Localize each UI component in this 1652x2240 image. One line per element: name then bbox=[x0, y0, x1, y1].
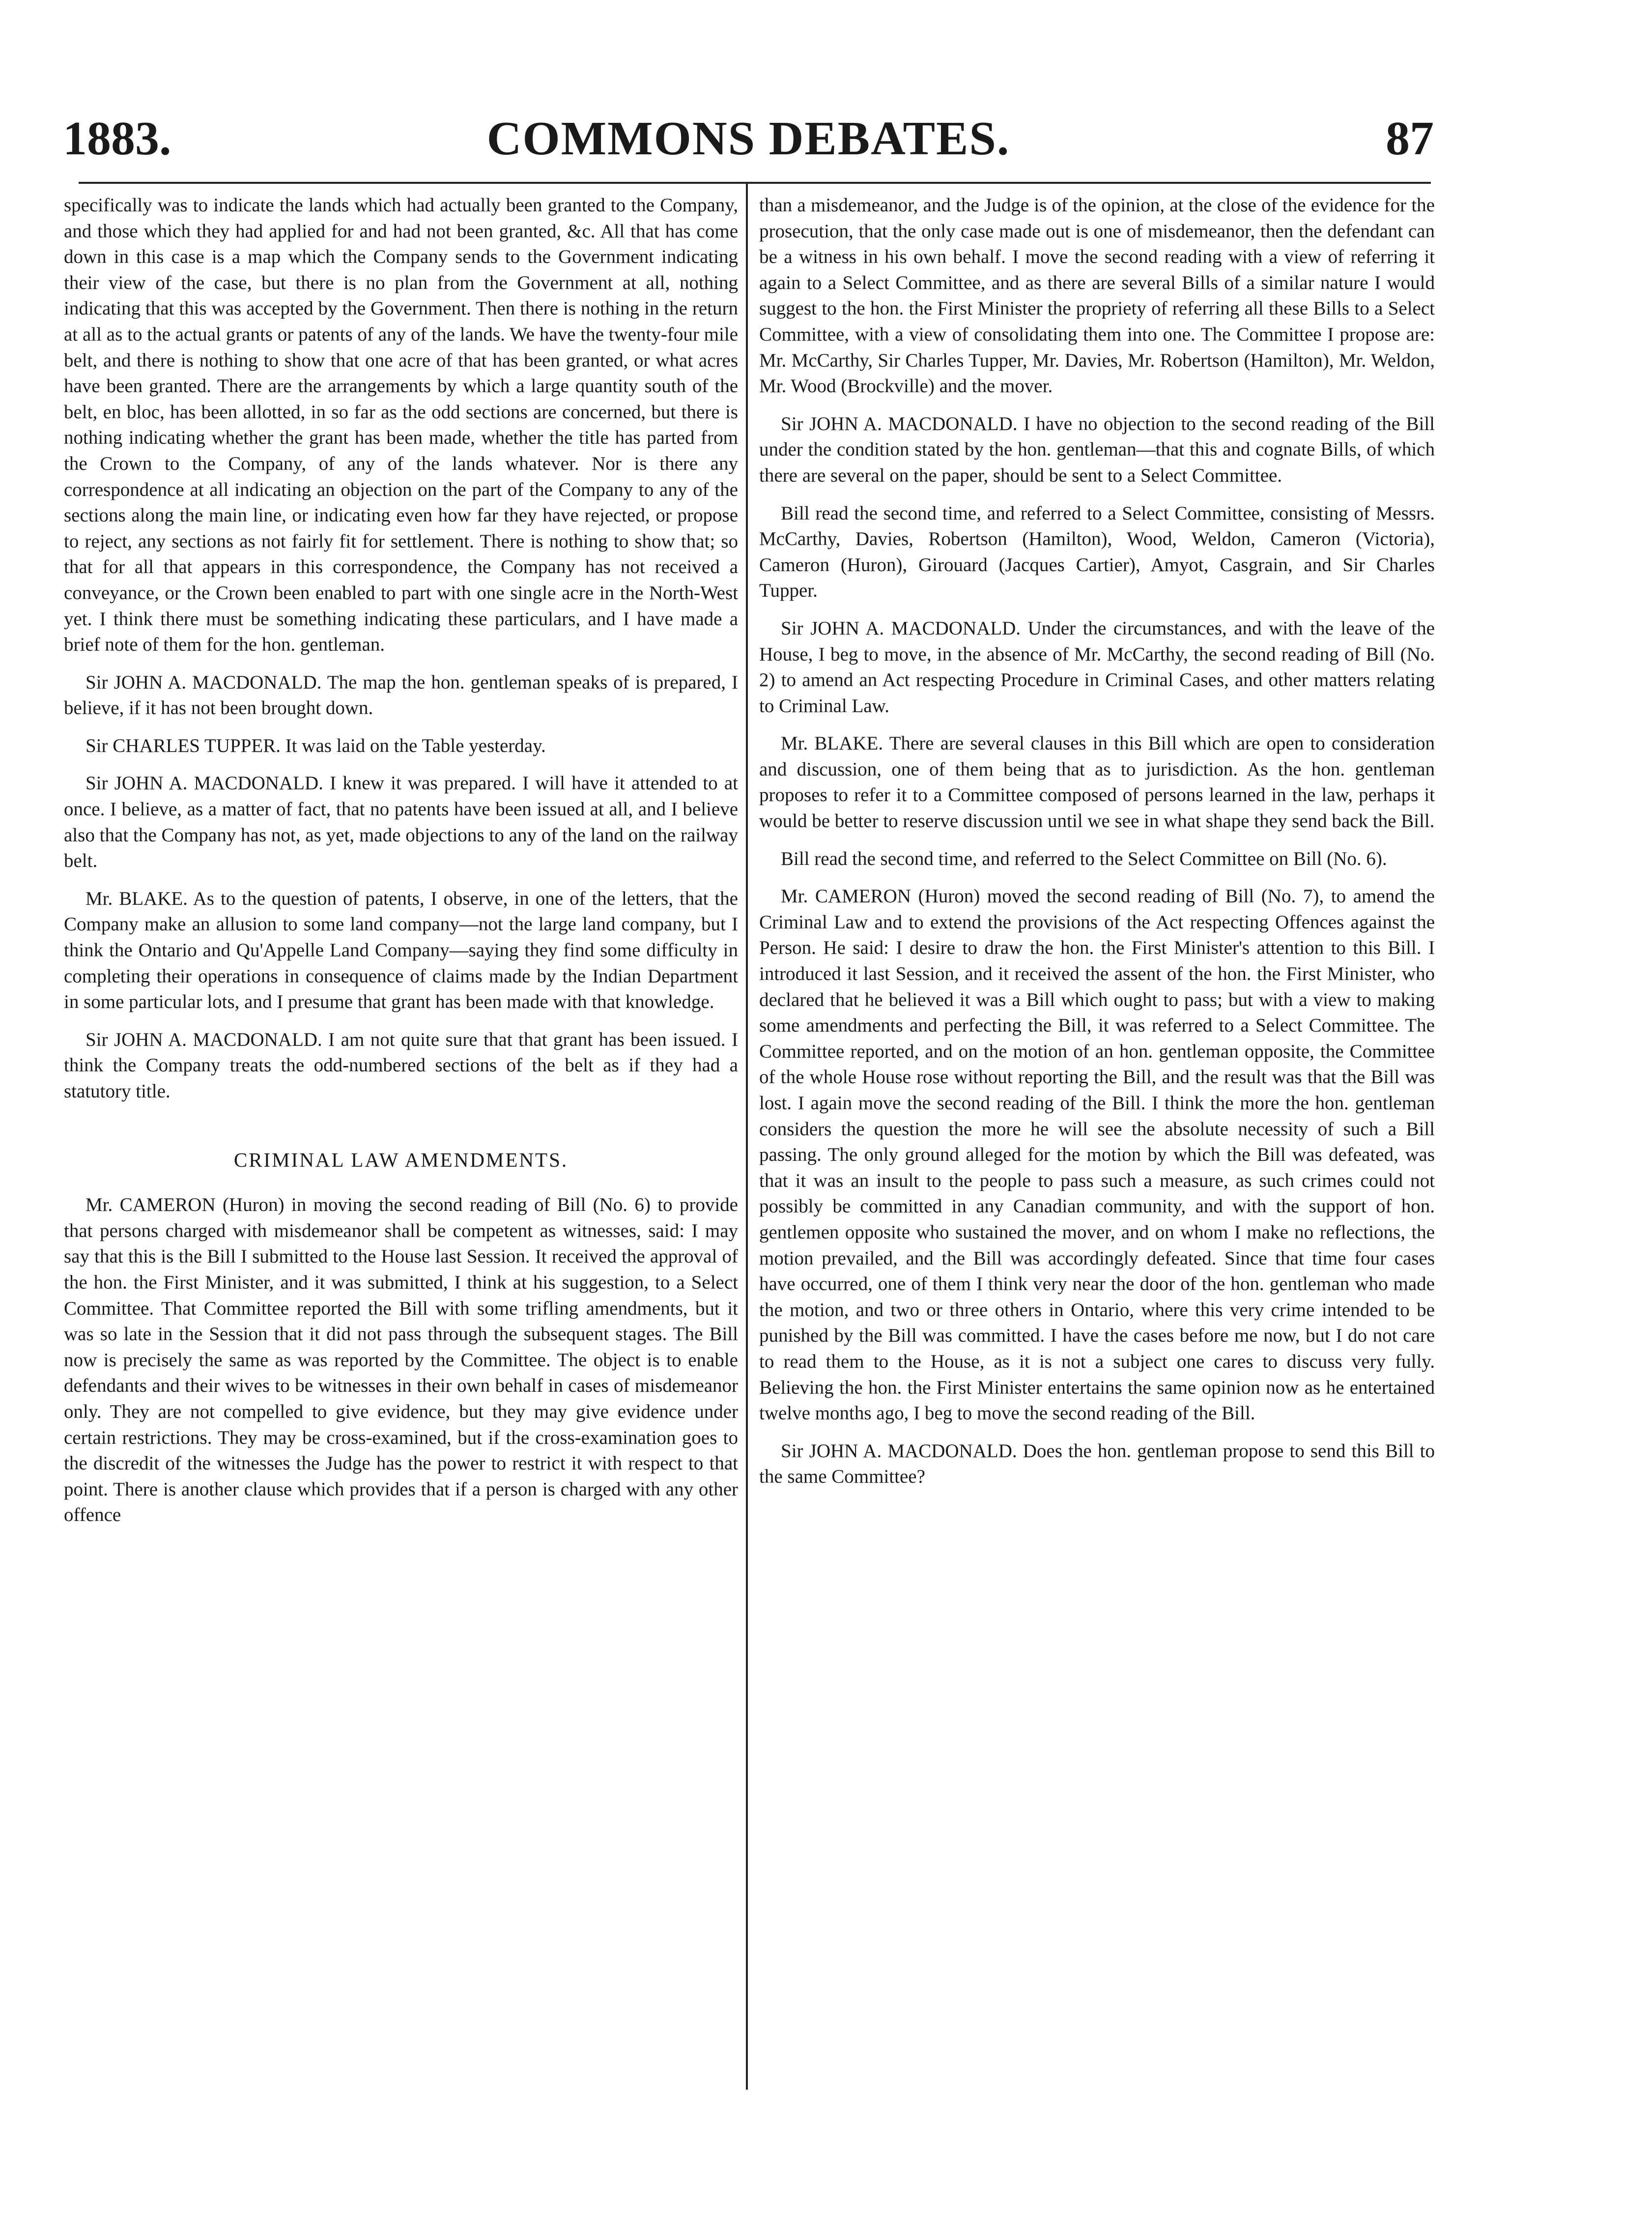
paragraph: Sir JOHN A. MACDONALD. I knew it was prepared. I will have it attended to at once. I believe, as a matter of fact, that no patents have been issued at all, and I believe also that the Company has not, as yet, made objections to any of the land on the railway belt. bbox=[64, 773, 738, 872]
right-column bbox=[759, 193, 1435, 1502]
header-page-number: 87 bbox=[1386, 112, 1434, 165]
paragraph: than a misdemeanor, and the Judge is of the opinion, at the close of the evidence for the prosecution, that the only case made out is one of misdemeanor, then the defendant can be a witness in his own behalf. I move the second reading with a view of referring it again to a Select Committee, and as there are several Bills of a similar nature I would suggest to the hon. the First Minister the propriety of referring all these Bills to a Select Committee, with a view of consolidating them into one. The Committee I propose are: Mr. McCarthy, Sir Charles Tupper, Mr. Davies, Mr. Robertson (Hamilton), Mr. Weldon, Mr. Wood (Brockville) and the mover. bbox=[759, 195, 1435, 397]
header-rule bbox=[79, 182, 1431, 184]
paragraph: Mr. BLAKE. There are several clauses in this Bill which are open to consideration and discussion, one of them being that as to jurisdiction. As the hon. gentleman proposes to refer it to a Committee composed of persons learned in the law, perhaps it would be better to reserve discussion until we see in what shape they send back the Bill. bbox=[759, 733, 1435, 832]
paragraph: Sir JOHN A. MACDONALD. The map the hon. gentleman speaks of is prepared, I believe, if it has not been brought down. bbox=[64, 671, 738, 719]
paragraph: Bill read the second time, and referred to a Select Committee, consisting of Messrs. McCarthy, Davies, Robertson (Hamilton), Wood, Weldon, Cameron (Victoria), Cameron (Huron), Girouard (Jacques Cartier), Amyot, Casgrain, and Sir Charles Tupper. bbox=[759, 502, 1435, 602]
section-title: CRIMINAL LAW AMENDMENTS. bbox=[233, 1148, 569, 1171]
paragraph: Mr. BLAKE. As to the question of patents, I observe, in one of the letters, that the Company make an allusion to some land company—not the large land company, but I think the Ontario and Qu'Appelle Land Company—saying they find some difficulty in completing their operations in consequence of claims made by the Indian Department in some particular lots, and I presume that grant has been made with that knowledge. bbox=[64, 888, 738, 1013]
paragraph: Sir JOHN A. MACDONALD. Under the circumstances, and with the leave of the House, I beg to move, in the absence of Mr. McCarthy, the second reading of Bill (No. 2) to amend an Act respecting Procedure in Criminal Cases, and other matters relating to Criminal Law. bbox=[759, 617, 1435, 717]
paragraph: Bill read the second time, and referred to the Select Committee on Bill (No. 6). bbox=[781, 848, 1387, 869]
page-header bbox=[63, 109, 1434, 173]
paragraph: Sir CHARLES TUPPER. It was laid on the Table yesterday. bbox=[85, 735, 546, 756]
left-column bbox=[64, 193, 738, 1540]
paragraph: Sir JOHN A. MACDONALD. I have no objection to the second reading of the Bill under the condition stated by the hon. gentleman—that this and cognate Bills, of which there are several on the paper, should be sent to a Select Committee. bbox=[759, 413, 1435, 486]
header-year: 1883. bbox=[63, 112, 171, 165]
column-divider bbox=[746, 183, 748, 2090]
paragraph: Sir JOHN A. MACDONALD. Does the hon. gentleman propose to send this Bill to the same Committee? bbox=[759, 1440, 1435, 1488]
paragraph: specifically was to indicate the lands which had actually been granted to the Company, and those which they had applied for and had not been granted, &c. All that has come down in this case is a map which the Company sends to the Government indicating their view of the case, but there is no plan from the Government at all, nothing indicating that this was accepted by the Government. Then there is nothing in the return at all as to the actual grants or patents of any of the lands. We have the twenty-four mile belt, and there is nothing to show that one acre of that has been granted, or what acres have been granted. There are the arrangements by which a large quantity south of the belt, en bloc, has been allotted, in so far as the odd sections are concerned, but there is nothing indicating whether the grant has been made, whether the title has parted from the Crown to the Company, of any of the lands whatever. Nor is there any correspondence at all indicating an objection on the part of the Company to any of the sections along the main line, or indicating even how far they have rejected, or propose to reject, any sections as not fairly fit for settlement. There is nothing to show that; so that for all that appears in this correspondence, the Company has not received a conveyance, or the Crown been enabled to part with one single acre in the North-West yet. I think there must be something indicating these particulars, and I have made a brief note of them for the hon. gentleman. bbox=[64, 195, 738, 656]
paragraph: Sir JOHN A. MACDONALD. I am not quite sure that that grant has been issued. I think the Company treats the odd-numbered sections of the belt as if they had a statutory title. bbox=[64, 1029, 738, 1102]
paragraph: Mr. CAMERON (Huron) moved the second reading of Bill (No. 7), to amend the Criminal Law and to extend the provisions of the Act respecting Offences against the Person. He said: I desire to draw the hon. the First Minister's attention to this Bill. I introduced it last Session, and it received the assent of the hon. the First Minister, who declared that he believed it was a Bill which ought to pass; but with a view to making some amendments and perfecting the Bill, it was referred to a Select Committee. The Committee reported, and on the motion of an hon. gentleman opposite, the Committee of the whole House rose without reporting the Bill, and the result was that the Bill was lost. I again move the second reading of the Bill. I think the more the hon. gentleman considers the question the more he will see the absolute necessity of such a Bill passing. The only ground alleged for the motion by which the Bill was defeated, was that it was an insult to the people to pass such a measure, as such crimes could not possibly be committed in any Canadian community, and with the support of hon. gentlemen opposite who sustained the mover, and on whom I make no reflections, the motion prevailed, and the Bill was accordingly defeated. Since that time four cases have occurred, one of them I think very near the door of the hon. gentleman who made the motion, and two or three others in Ontario, where this very crime intended to be punished by the Bill was committed. I have the cases before me now, but I do not care to read them to the House, as it is not a subject one cares to discuss very fully. Believing the hon. the First Minister entertains the same opinion now as he entertained twelve months ago, I beg to move the second reading of the Bill. bbox=[759, 886, 1435, 1424]
header-title: COMMONS DEBATES. bbox=[486, 112, 1010, 165]
paragraph: Mr. CAMERON (Huron) in moving the second reading of Bill (No. 6) to provide that persons charged with misdemeanor shall be competent as witnesses, said: I may say that this is the Bill I submitted to the House last Session. It received the approval of the hon. the First Minister, and it was submitted, I think at his suggestion, to a Select Committee. That Committee reported the Bill with some trifling amendments, but it was so late in the Session that it did not pass through the subsequent stages. The Bill now is precisely the same as was reported by the Committee. The object is to enable defendants and their wives to be witnesses in their own behalf in cases of misdemeanor only. They are not compelled to give evidence, but they may give evidence under certain restrictions. They may be cross-examined, but if the cross-examination goes to the discredit of the witnesses the Judge has the power to restrict it with respect to that point. There is another clause which provides that if a person is charged with any other offence bbox=[64, 1194, 738, 1526]
